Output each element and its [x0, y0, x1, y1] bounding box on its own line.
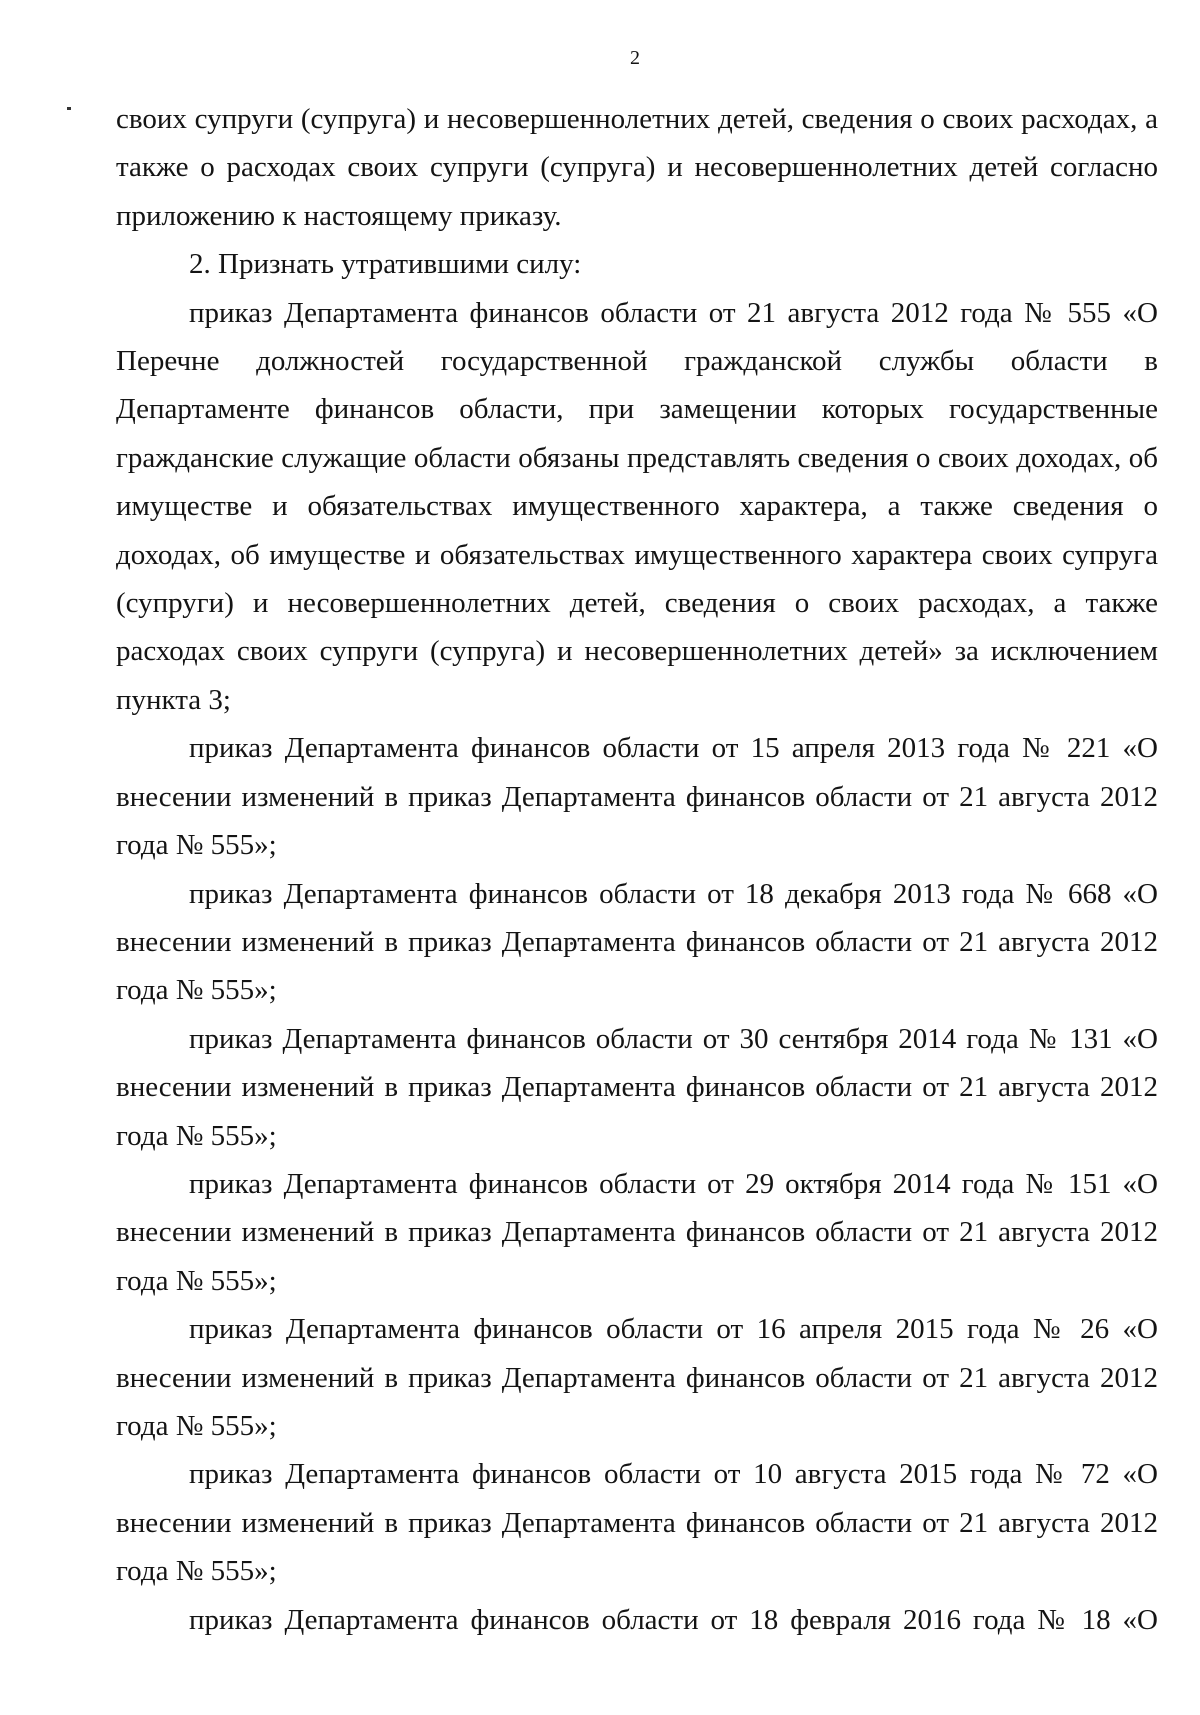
paragraph-order-221: приказ Департамента финансов области от 15 апреля 2013 года № 221 «О внесении изменений в приказ Департамента финансов области от 21 августа 2012 года № 555»;	[116, 732, 1158, 862]
document-body	[116, 95, 1158, 1644]
paragraph-order-668: приказ Департамента финансов области от 18 декабря 2013 года № 668 «О внесении изменений в приказ Департамента финансов области от 21 августа 2012 года № 555»;	[116, 877, 1158, 1007]
paragraph-continuation: своих супруги (супруга) и несовершеннолетних детей, сведения о своих расходах, а также о расходах своих супруги (супруга) и несовершеннолетних детей согласно приложению к настоящему приказу.	[116, 103, 1158, 232]
paragraph-order-72: приказ Департамента финансов области от 10 августа 2015 года № 72 «О внесении изменений в приказ Департамента финансов области от 21 августа 2012 года № 555»;	[116, 1458, 1158, 1588]
paragraph-order-151: приказ Департамента финансов области от 29 октября 2014 года № 151 «О внесении изменений в приказ Департамента финансов области от 21 августа 2012 года № 555»;	[116, 1167, 1158, 1297]
scan-artifact-mark	[67, 107, 71, 110]
paragraph-item-2-heading: 2. Признать утратившими силу:	[189, 248, 582, 281]
paragraph-order-18: приказ Департамента финансов области от 18 февраля 2016 года № 18 «О	[189, 1603, 1158, 1636]
page-number: 2	[630, 47, 640, 69]
paragraph-order-131: приказ Департамента финансов области от 30 сентября 2014 года № 131 «О внесении изменений в приказ Департамента финансов области от 21 августа 2012 года № 555»;	[116, 1022, 1158, 1152]
paragraph-order-555: приказ Департамента финансов области от 21 августа 2012 года № 555 «О Перечне должностей государственной гражданской службы области в Департаменте финансов области, при замещении которых государственные гражданские служащие области обязаны представлять сведения о своих доходах, об имуществе и обязательствах имущественного характера, а также сведения о доходах, об имуществе и обязательствах имущественного характера своих супруга (супруги) и несовершеннолетних детей, сведения о своих расходах, а также расходах своих супруги (супруга) и несовершеннолетних детей» за исключением пункта 3;	[116, 296, 1158, 716]
paragraph-order-26: приказ Департамента финансов области от 16 апреля 2015 года № 26 «О внесении изменений в приказ Департамента финансов области от 21 августа 2012 года № 555»;	[116, 1313, 1158, 1442]
